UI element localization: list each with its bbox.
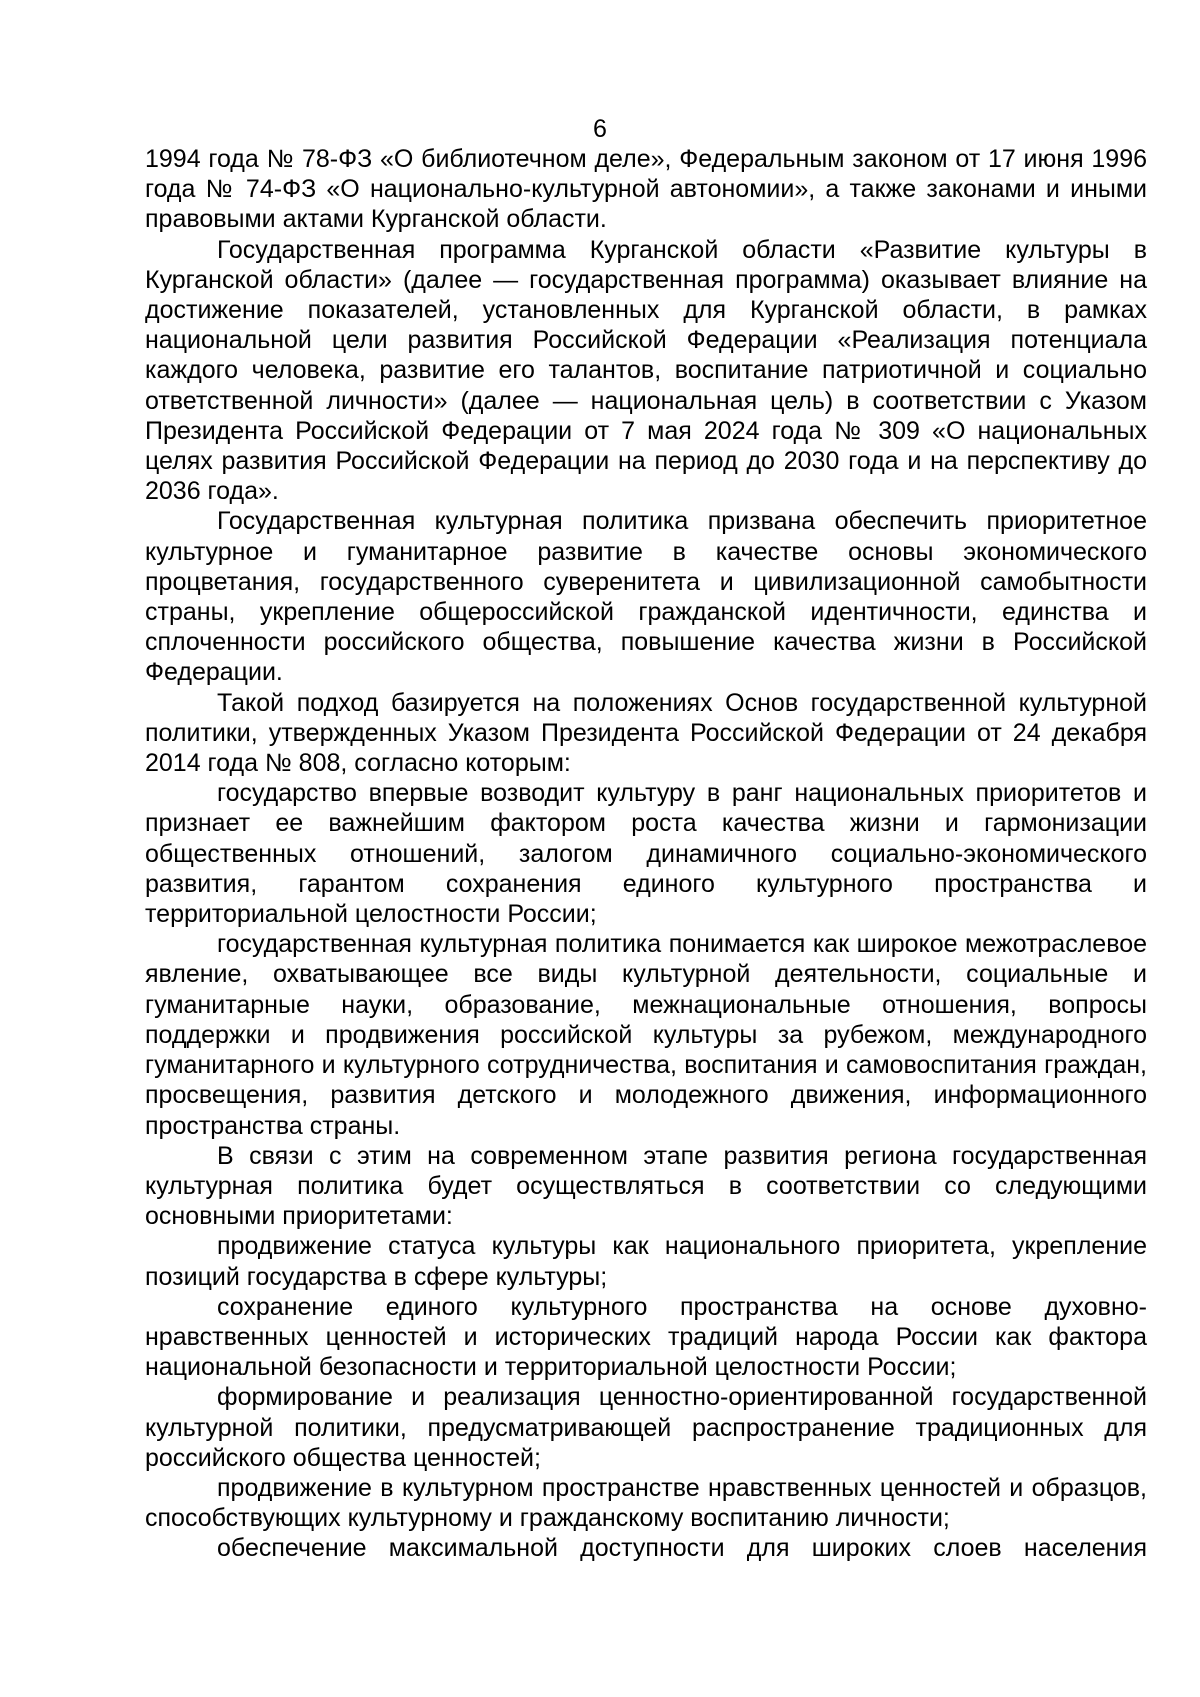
paragraph-cultural-policy: Государственная культурная политика призвана обеспечить приоритетное культурное и гуманитарное развитие в качестве основы экономического процветания, государственного суверенитета и цивилизационной самобытности страны, укрепление общероссийской гражданской идентичности, единства и сплоченности российского общества, повышение качества жизни в Российской Федерации. [145, 507, 1147, 687]
list-item-priority: сохранение единого культурного пространства на основе духовно-нравственных ценностей и исторических традиций народа России как фактора национальной безопасности и территориальной целостности России; [145, 1292, 1147, 1382]
paragraph-program-overview: Государственная программа Курганской области «Развитие культуры в Курганской области» (далее — государственная программа) оказывает влияние на достижение показателей, установленных для Курганской области, в рамках национальной цели развития Российской Федерации «Реализация потенциала каждого человека, развитие его талантов, воспитание патриотичной и социально ответственной личности» (далее — национальная цель) в соответствии с Указом Президента Российской Федерации от 7 мая 2024 года № 309 «О национальных целях развития Российской Федерации на период до 2030 года и на перспективу до 2036 года». [145, 235, 1147, 506]
paragraph-priorities-intro: В связи с этим на современном этапе развития региона государственная культурная политика будет осуществляться в соответствии со следующими основными приоритетами: [145, 1141, 1147, 1231]
document-body [145, 144, 1147, 1564]
list-item-priority: формирование и реализация ценностно-ориентированной государственной культурной политики, предусматривающей распространение традиционных для российского общества ценностей; [145, 1383, 1147, 1472]
paragraph-policy-scope: государственная культурная политика понимается как широкое межотраслевое явление, охватывающее все виды культурной деятельности, социальные и гуманитарные науки, образование, межнациональные отношения, вопросы поддержки и продвижения российской культуры за рубежом, международного гуманитарного и культурного сотрудничества, воспитания и самовоспитания граждан, просвещения, развития детского и молодежного движения, информационного пространства страны. [145, 930, 1147, 1140]
paragraph-continuation: 1994 года № 78-ФЗ «О библиотечном деле», Федеральным законом от 17 июня 1996 года № 74-ФЗ «О национально-культурной автономии», а также законами и иными правовыми актами Курганской области. [145, 145, 1147, 234]
page-number: 6 [593, 115, 607, 143]
list-item-priority: продвижение в культурном пространстве нравственных ценностей и образцов, способствующих культурному и гражданскому воспитанию личности; [145, 1473, 1147, 1533]
list-item-priority: обеспечение максимальной доступности для широких слоев населения [217, 1534, 1147, 1563]
list-item-priority: продвижение статуса культуры как национального приоритета, укрепление позиций государства в сфере культуры; [145, 1232, 1147, 1291]
paragraph-state-priority: государство впервые возводит культуру в ранг национальных приоритетов и признает ее важнейшим фактором роста качества жизни и гармонизации общественных отношений, залогом динамичного социально-экономического развития, гарантом сохранения единого культурного пространства и территориальной целостности России; [145, 779, 1147, 929]
paragraph-approach: Такой подход базируется на положениях Основ государственной культурной политики, утвержденных Указом Президента Российской Федерации от 24 декабря 2014 года № 808, согласно которым: [145, 688, 1147, 778]
